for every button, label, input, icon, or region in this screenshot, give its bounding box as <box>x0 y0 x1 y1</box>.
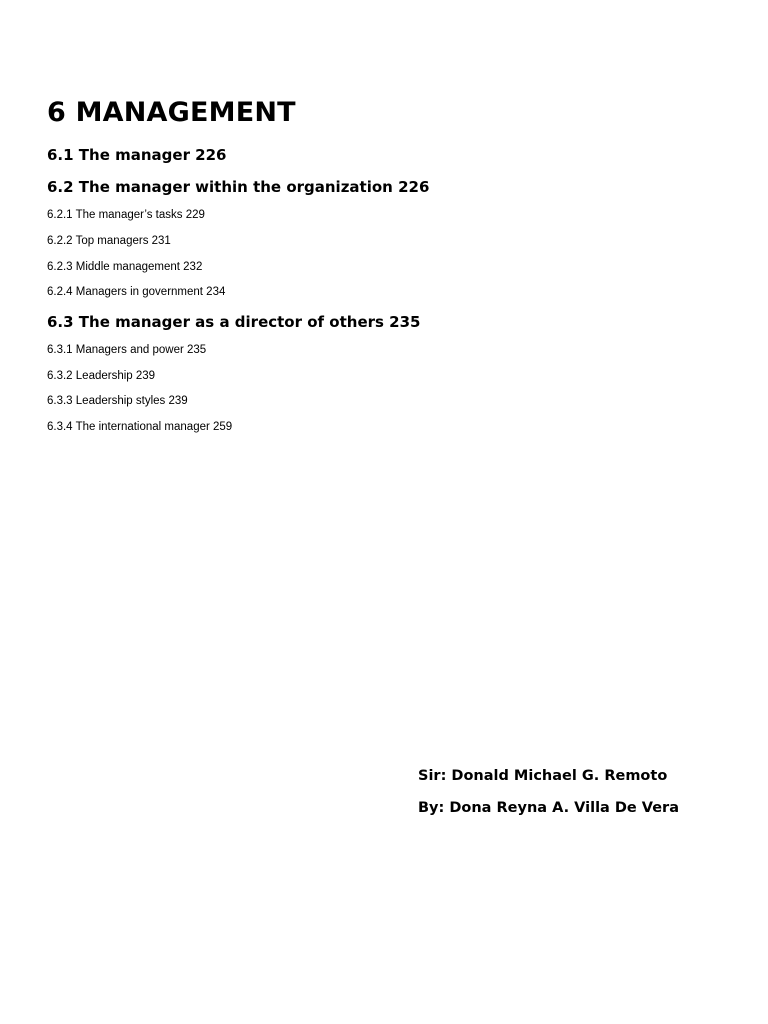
subsection-6-2-2: 6.2.2 Top managers 231 <box>47 235 171 247</box>
instructor-credit: Sir: Donald Michael G. Remoto <box>418 768 668 784</box>
author-credit: By: Dona Reyna A. Villa De Vera <box>418 800 679 816</box>
subsection-6-2-1: 6.2.1 The manager’s tasks 229 <box>47 209 205 221</box>
subsection-6-2-3: 6.2.3 Middle management 232 <box>47 261 203 273</box>
subsection-6-2-4: 6.2.4 Managers in government 234 <box>47 286 226 298</box>
subsection-6-3-1: 6.3.1 Managers and power 235 <box>47 344 207 356</box>
subsection-6-3-4: 6.3.4 The international manager 259 <box>47 421 233 433</box>
section-6-3: 6.3 The manager as a director of others 235 <box>47 313 421 331</box>
subsection-6-3-3: 6.3.3 Leadership styles 239 <box>47 395 188 407</box>
section-6-2: 6.2 The manager within the organization 226 <box>47 178 430 196</box>
section-6-1: 6.1 The manager 226 <box>47 146 227 164</box>
chapter-title: 6 MANAGEMENT <box>47 97 296 128</box>
subsection-6-3-2: 6.3.2 Leadership 239 <box>47 370 156 382</box>
